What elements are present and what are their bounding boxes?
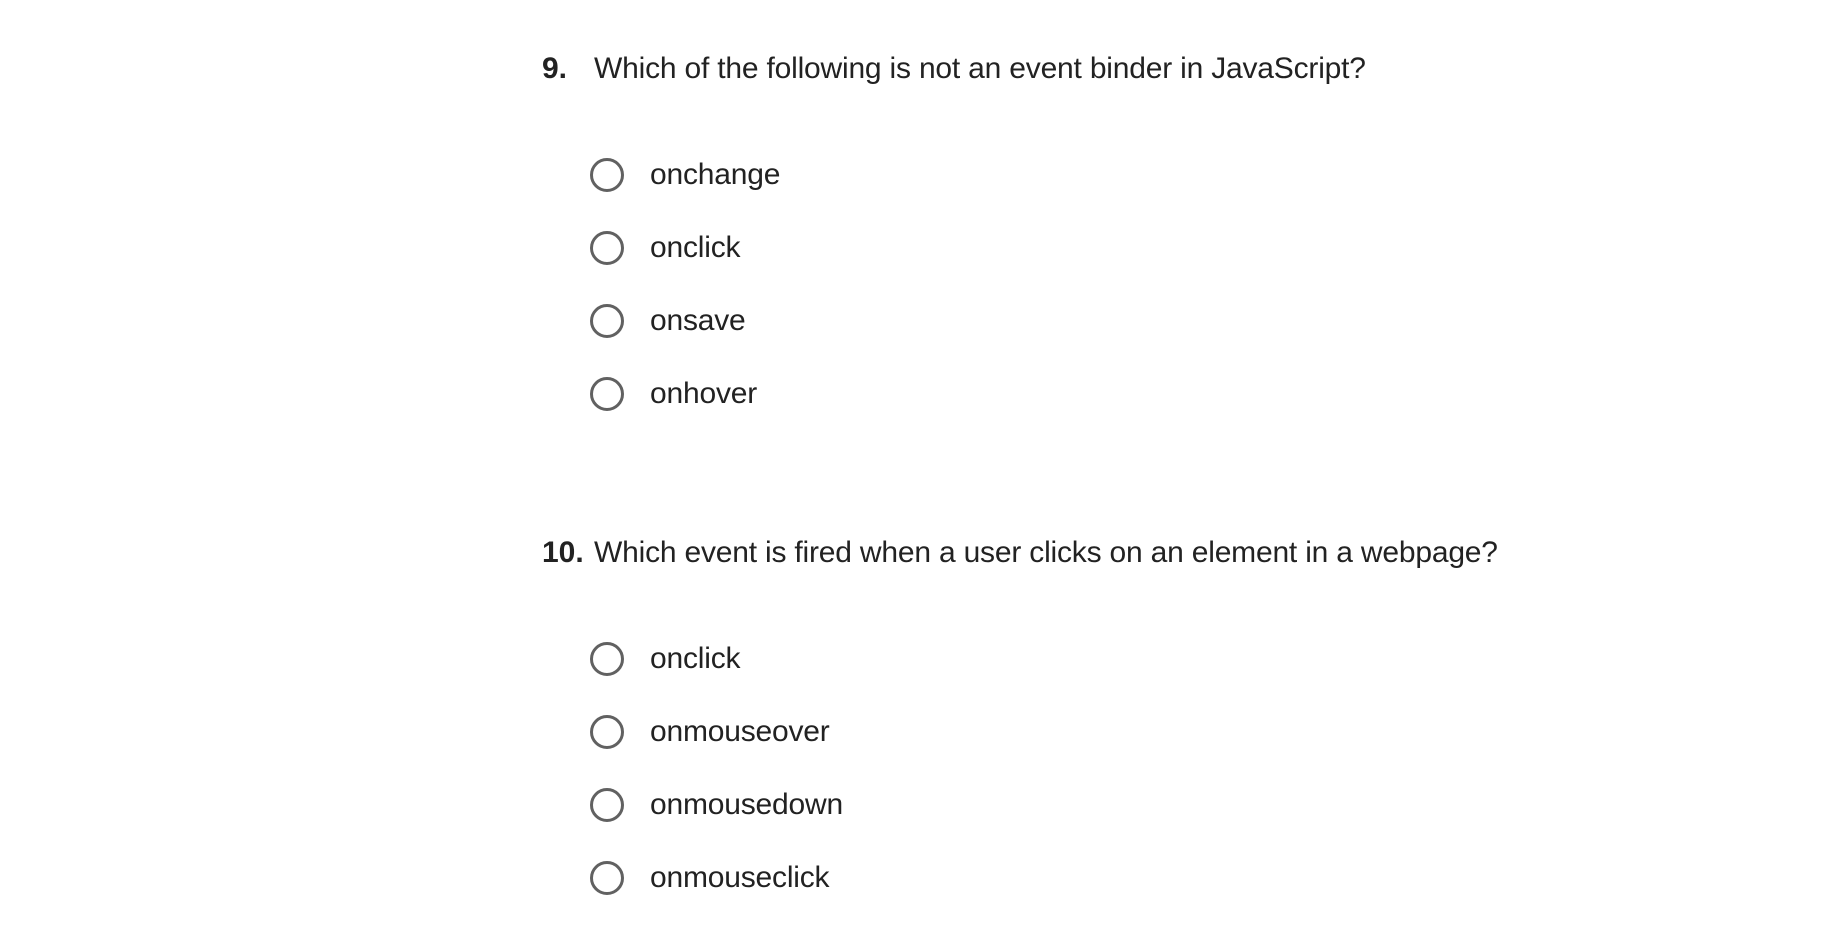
question-number: 9. [542, 52, 568, 85]
option-label[interactable]: onmousedown [650, 787, 843, 821]
answer-option-onmouseover[interactable] [590, 695, 1542, 768]
radio-button[interactable] [590, 788, 624, 822]
radio-button[interactable] [590, 377, 624, 411]
question-header [542, 536, 1542, 582]
question-text: Which event is fired when a user clicks on an element in a webpage? [594, 536, 1498, 569]
question-text: Which of the following is not an event binder in JavaScript? [594, 52, 1366, 85]
option-label[interactable]: onclick [650, 641, 741, 675]
answer-option-onhover[interactable] [590, 357, 1542, 430]
answer-option-onmousedown[interactable] [590, 768, 1542, 841]
radio-button[interactable] [590, 231, 624, 265]
radio-button[interactable] [590, 304, 624, 338]
radio-button[interactable] [590, 715, 624, 749]
option-label[interactable]: onsave [650, 303, 746, 337]
question-9 [542, 52, 1542, 430]
radio-button[interactable] [590, 861, 624, 895]
option-label[interactable]: onclick [650, 230, 741, 264]
option-label[interactable]: onhover [650, 376, 758, 410]
answer-option-onchange[interactable] [590, 138, 1542, 211]
answer-option-onclick[interactable] [590, 622, 1542, 695]
answer-option-onmouseclick[interactable] [590, 841, 1542, 914]
question-number: 10. [542, 536, 584, 569]
question-header [542, 52, 1542, 98]
option-label[interactable]: onmouseover [650, 714, 830, 748]
radio-button[interactable] [590, 158, 624, 192]
answer-options [590, 622, 1542, 914]
option-label[interactable]: onmouseclick [650, 860, 830, 894]
question-10 [542, 536, 1542, 914]
answer-option-onclick[interactable] [590, 211, 1542, 284]
answer-options [590, 138, 1542, 430]
answer-option-onsave[interactable] [590, 284, 1542, 357]
radio-button[interactable] [590, 642, 624, 676]
option-label[interactable]: onchange [650, 157, 781, 191]
